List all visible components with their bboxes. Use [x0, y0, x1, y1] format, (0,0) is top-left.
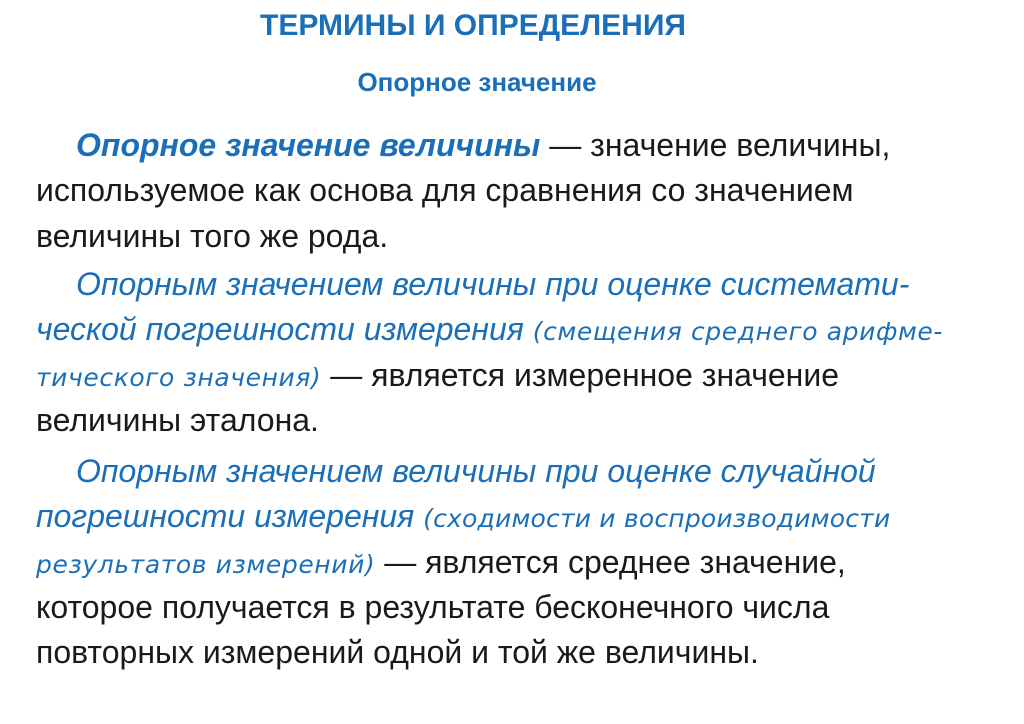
definition-line — [36, 214, 1024, 259]
definition-line — [36, 168, 1024, 213]
definition-line — [36, 398, 1024, 443]
definition-block-3 — [36, 449, 1024, 675]
term-note: тического значения) — [36, 362, 322, 392]
defined-term: Опорным значением величины при оценке случайной — [76, 453, 876, 489]
definition-line — [36, 585, 1024, 630]
definition-line — [36, 540, 1024, 585]
definition-line — [36, 262, 1024, 307]
defined-term: Опорное значение величины — [76, 127, 541, 163]
definition-line — [36, 353, 1024, 398]
definition-text: используемое как основа для сравнения со значением — [36, 172, 854, 209]
page-title: ТЕРМИНЫ И ОПРЕДЕЛЕНИЯ — [260, 9, 686, 42]
term-note: результатов измерений) — [36, 549, 376, 579]
definition-text: величины того же рода. — [36, 217, 389, 254]
definition-line — [36, 307, 1024, 352]
definition-block-2 — [36, 262, 1024, 443]
definition-text: — значение величины, — [540, 127, 891, 163]
definition-text: — является измеренное значение — [321, 356, 840, 393]
definition-line — [36, 449, 1024, 494]
defined-term: Опорным значением величины при оценке системати- — [76, 266, 910, 302]
definition-line — [36, 494, 1024, 539]
definition-line — [36, 630, 1024, 675]
defined-term: погрешности измерения — [36, 498, 424, 535]
definition-block-1 — [36, 123, 1024, 259]
definition-text: — является среднее значение, — [375, 543, 846, 580]
term-note: (смещения среднего арифме- — [532, 317, 944, 347]
term-note: (сходимости и воспроизводимости — [423, 504, 891, 534]
definition-text: величины эталона. — [36, 401, 319, 438]
definition-text: повторных измерений одной и той же величины. — [36, 634, 759, 671]
defined-term: ческой погрешности измерения — [36, 311, 533, 348]
page-subtitle: Опорное значение — [357, 67, 597, 97]
definition-line — [36, 123, 1024, 168]
definition-text: которое получается в результате бесконечного числа — [36, 588, 830, 625]
